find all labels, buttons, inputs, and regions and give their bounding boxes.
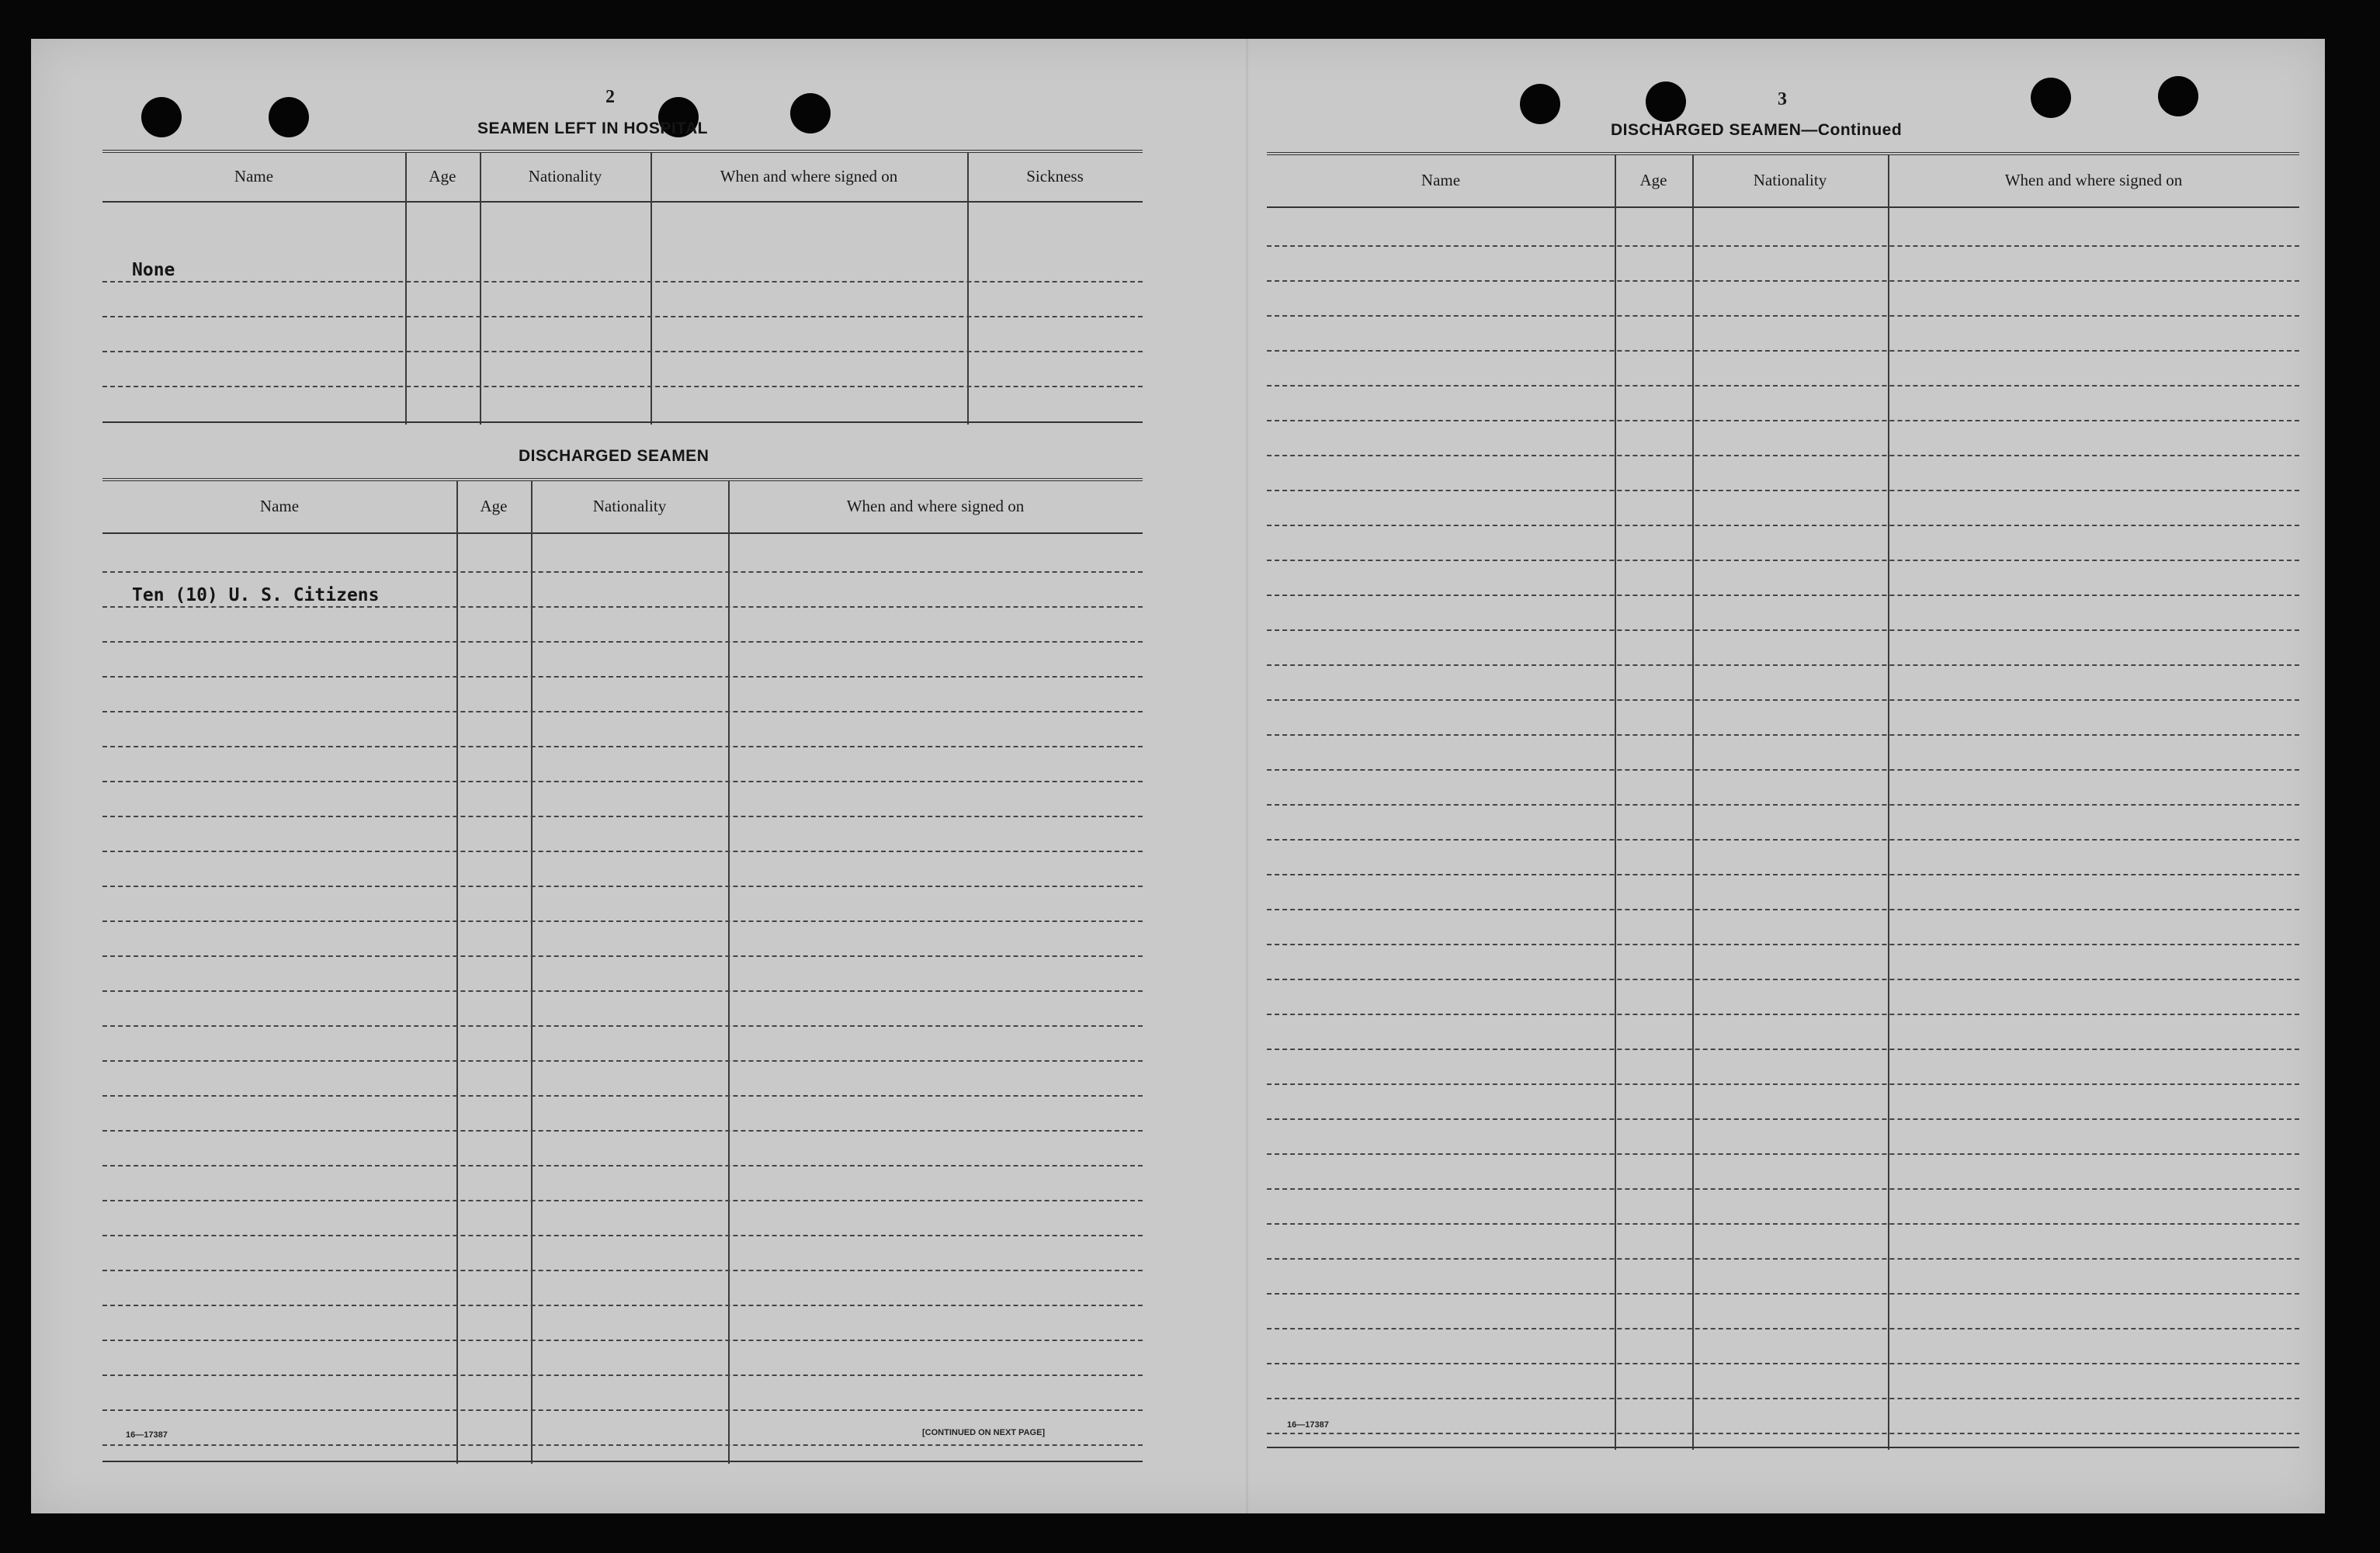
row-line bbox=[1267, 1447, 2299, 1448]
discharged-continued-title: DISCHARGED SEAMEN—Continued bbox=[1611, 121, 1903, 139]
row-line bbox=[1267, 734, 2299, 736]
row-line bbox=[102, 1461, 1143, 1462]
row-line bbox=[1267, 1223, 2299, 1225]
row-line bbox=[1267, 315, 2299, 317]
continued-note: [CONTINUED ON NEXT PAGE] bbox=[922, 1428, 1046, 1437]
col-header-nationality: Nationality bbox=[528, 167, 602, 185]
punch-hole bbox=[2158, 76, 2198, 116]
col-header-signed-on: When and where signed on bbox=[720, 167, 898, 185]
row-line bbox=[102, 1270, 1143, 1271]
row-line bbox=[1267, 1014, 2299, 1015]
punch-hole bbox=[2031, 78, 2071, 118]
row-line bbox=[102, 746, 1143, 747]
col-header-nationality: Nationality bbox=[592, 497, 667, 515]
row-line bbox=[102, 676, 1143, 678]
col-header-age: Age bbox=[428, 167, 456, 185]
row-line bbox=[102, 1130, 1143, 1132]
row-line bbox=[102, 1374, 1143, 1376]
center-fold bbox=[1246, 39, 1248, 1513]
row-line bbox=[102, 1409, 1143, 1411]
column-divider bbox=[531, 481, 533, 1464]
punch-hole bbox=[1520, 84, 1560, 124]
row-line bbox=[1267, 1433, 2299, 1434]
form-number-left: 16—17387 bbox=[126, 1430, 168, 1440]
row-line bbox=[102, 1340, 1143, 1341]
row-line bbox=[102, 920, 1143, 922]
row-line bbox=[1267, 1118, 2299, 1120]
discharged-table-left bbox=[102, 478, 1143, 1464]
row-line bbox=[1267, 664, 2299, 666]
column-divider bbox=[405, 153, 407, 425]
row-line bbox=[102, 351, 1143, 352]
hospital-table bbox=[102, 150, 1143, 425]
row-line bbox=[102, 281, 1143, 283]
hospital-entry: None bbox=[132, 260, 175, 280]
discharged-section-title: DISCHARGED SEAMEN bbox=[519, 447, 709, 465]
col-header-name: Name bbox=[234, 167, 274, 185]
row-line bbox=[102, 316, 1143, 317]
col-header-name: Name bbox=[1421, 171, 1461, 189]
col-header-nationality: Nationality bbox=[1753, 171, 1827, 189]
row-line bbox=[102, 886, 1143, 887]
row-line bbox=[1267, 420, 2299, 421]
row-line bbox=[102, 816, 1143, 817]
row-line bbox=[1267, 1328, 2299, 1329]
discharged-table-right bbox=[1267, 152, 2299, 1450]
row-line bbox=[102, 641, 1143, 643]
row-line bbox=[1267, 280, 2299, 282]
row-line bbox=[1267, 874, 2299, 875]
row-line bbox=[1267, 769, 2299, 771]
col-header-signed-on: When and where signed on bbox=[846, 497, 1025, 515]
page-number-left: 2 bbox=[605, 87, 615, 107]
row-line bbox=[102, 781, 1143, 782]
row-line bbox=[102, 711, 1143, 712]
row-line bbox=[102, 1060, 1143, 1062]
row-line bbox=[102, 1200, 1143, 1201]
row-line bbox=[1267, 385, 2299, 387]
row-line bbox=[102, 606, 1143, 608]
row-line bbox=[1267, 979, 2299, 980]
row-line bbox=[102, 386, 1143, 387]
punch-hole bbox=[1646, 81, 1686, 122]
row-line bbox=[1267, 455, 2299, 456]
row-line bbox=[1267, 1153, 2299, 1155]
row-line bbox=[1267, 1049, 2299, 1050]
row-line bbox=[1267, 595, 2299, 596]
row-line bbox=[102, 421, 1143, 423]
row-line bbox=[1267, 804, 2299, 806]
row-line bbox=[102, 851, 1143, 852]
hospital-section-title: SEAMEN LEFT IN HOSPITAL bbox=[477, 120, 708, 137]
col-header-name: Name bbox=[259, 497, 300, 515]
row-line bbox=[1267, 525, 2299, 526]
row-line bbox=[102, 955, 1143, 957]
row-line bbox=[102, 1305, 1143, 1306]
row-line bbox=[102, 1165, 1143, 1166]
col-header-age: Age bbox=[1639, 171, 1667, 189]
row-line bbox=[1267, 1188, 2299, 1190]
row-line bbox=[1267, 839, 2299, 841]
row-line bbox=[1267, 629, 2299, 631]
discharged-entry: Ten (10) U. S. Citizens bbox=[132, 585, 380, 605]
row-line bbox=[102, 1235, 1143, 1236]
document-sheet bbox=[31, 39, 2325, 1513]
row-line bbox=[1267, 1083, 2299, 1085]
col-header-signed-on: When and where signed on bbox=[2004, 171, 2183, 189]
form-number-right: 16—17387 bbox=[1287, 1420, 1329, 1430]
column-divider bbox=[728, 481, 730, 1464]
row-line bbox=[102, 990, 1143, 992]
punch-hole bbox=[141, 97, 182, 137]
row-line bbox=[1267, 350, 2299, 352]
row-line bbox=[102, 571, 1143, 573]
column-divider bbox=[967, 153, 969, 425]
row-line bbox=[102, 1444, 1143, 1446]
row-line bbox=[1267, 1293, 2299, 1295]
row-line bbox=[1267, 1363, 2299, 1364]
row-line bbox=[102, 1025, 1143, 1027]
column-divider bbox=[480, 153, 481, 425]
row-line bbox=[1267, 245, 2299, 247]
col-header-sickness: Sickness bbox=[1026, 167, 1084, 185]
row-line bbox=[1267, 909, 2299, 910]
row-line bbox=[1267, 490, 2299, 491]
punch-hole bbox=[269, 97, 309, 137]
row-line bbox=[1267, 1398, 2299, 1399]
row-line bbox=[102, 1095, 1143, 1097]
col-header-age: Age bbox=[480, 497, 508, 515]
row-line bbox=[1267, 560, 2299, 561]
row-line bbox=[1267, 944, 2299, 945]
row-line bbox=[1267, 1258, 2299, 1260]
row-line bbox=[1267, 699, 2299, 701]
column-divider bbox=[651, 153, 652, 425]
page-number-right: 3 bbox=[1778, 89, 1787, 109]
column-divider bbox=[456, 481, 458, 1464]
punch-hole bbox=[790, 93, 831, 133]
